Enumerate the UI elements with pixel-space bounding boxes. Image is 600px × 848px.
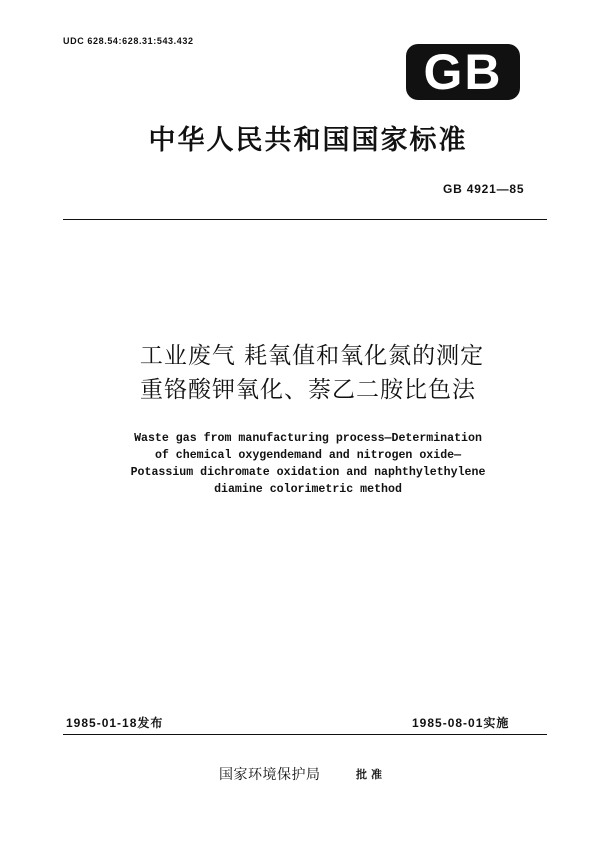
english-title-line-3: Potassium dichromate oxidation and naphthylethylene — [130, 466, 486, 479]
approval-label: 批准 — [356, 768, 386, 781]
english-title-line-4: diamine colorimetric method — [214, 483, 402, 496]
header-divider — [63, 219, 547, 220]
english-title-line-2: of chemical oxygendemand and nitrogen oxide— — [154, 449, 462, 462]
english-title-line-1: Waste gas from manufacturing process—Determination — [134, 432, 482, 445]
english-title — [8, 430, 600, 498]
chinese-title-line-1: 工业废气 耗氧值和氧化氮的测定 — [139, 343, 485, 369]
standard-code: GB 4921—85 — [443, 182, 525, 196]
approving-authority: 国家环境保护局 — [219, 767, 321, 783]
standard-title: 中华人民共和国国家标准 — [148, 125, 468, 156]
implementation-date: 1985-08-01实施 — [412, 716, 510, 730]
footer-divider — [63, 734, 547, 735]
gb-logo — [404, 42, 522, 102]
chinese-title-line-2: 重铬酸钾氧化、萘乙二胺比色法 — [140, 377, 476, 403]
udc-classification: UDC 628.54:628.31:543.432 — [63, 36, 194, 46]
issue-date: 1985-01-18发布 — [66, 716, 164, 730]
gb-logo-text: GB — [423, 44, 503, 100]
